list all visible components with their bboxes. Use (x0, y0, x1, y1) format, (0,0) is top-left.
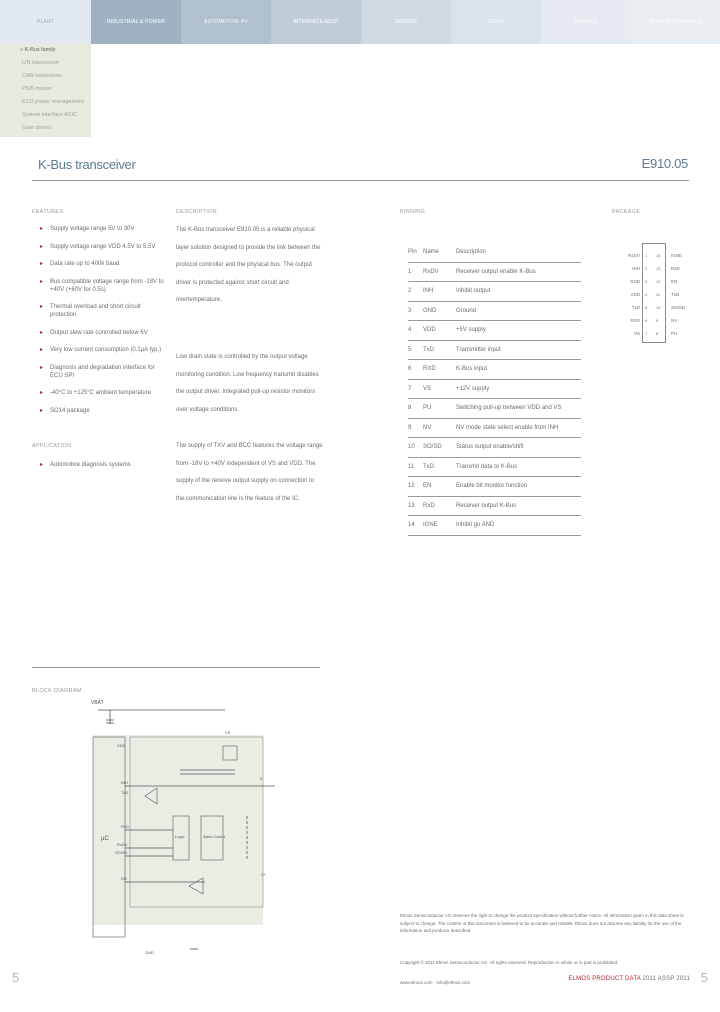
subnav-item[interactable]: ECU power management (22, 99, 84, 105)
nav-tab[interactable]: SENSOR INTERFACE (631, 0, 720, 44)
table-row (408, 321, 581, 341)
page-number-left: 5 (12, 970, 20, 985)
application-item: ▸ Automotive diagnosis systems (38, 461, 168, 469)
subnav-item[interactable]: System interface ASIC (22, 112, 78, 118)
sub-nav (0, 44, 91, 137)
application-heading: APPLICATION (32, 443, 72, 449)
package-right-pin-number: 10 (656, 305, 661, 310)
pin-number-cell: 4 (408, 321, 423, 341)
nav-tab[interactable]: PLANT (0, 0, 91, 44)
nav-tab[interactable]: INDUSTRIAL & POWER (91, 0, 181, 44)
pin-name-cell: SO/SD (423, 438, 456, 458)
table-row (408, 477, 581, 497)
package-heading: PACKAGE (612, 209, 641, 215)
pin-number-cell: 3 (408, 301, 423, 321)
inh-label: INH (121, 780, 128, 785)
feature-item: ▸ Diagnosis and degradation interface for ECU SPI (38, 364, 168, 380)
txd-label: TxD (121, 790, 129, 795)
gnd-label: GND (145, 950, 154, 955)
package-left-pin-number: 7 (645, 331, 648, 336)
package-left-pin-number: 3 (645, 279, 648, 284)
subnav-item[interactable]: PSI5 master (22, 86, 53, 92)
pin-name-cell: VDD (423, 321, 456, 341)
table-row (408, 301, 581, 321)
description-para-3: The supply of TXV and BCC features the voltage range from -18V to +40V independent of VS and VDD. The supply of the receive output supply on connection to the communication line is the feature of the IC. (176, 443, 323, 502)
pin-description-cell: Inhibit output (456, 282, 581, 302)
application-list (38, 461, 168, 479)
pin-number-cell: 14 (408, 516, 423, 536)
package-right-pin-number: 12 (656, 279, 661, 284)
vs-label: VS (225, 730, 231, 735)
table-row (408, 496, 581, 516)
pin-name-cell: RXD (423, 360, 456, 380)
features-heading: FEATURES (32, 209, 64, 215)
en-label: EN (121, 876, 127, 881)
legal-notice: Elmos Semiconductor AG reserves the right to change the product specification without further notice. All information given in this data sheet is subject to change. The content of this document is believed to be accurate and reliable. Elmos does not assume any liability for the use of the information and products described. (400, 913, 684, 933)
table-row (408, 516, 581, 536)
pin-name-cell: RxD (423, 496, 456, 516)
pin-name-cell: GND (423, 301, 456, 321)
feature-item: ▸ Thermal overload and short circuit protection (38, 303, 168, 319)
package-right-pin-number: 8 (656, 331, 659, 336)
subnav-item[interactable]: LIN transceiver (22, 60, 59, 66)
description-para-2: Low drain state is controlled by the output voltage monitoring condition. Low frequency transmit disables the output driver. Integrated pull-up resistor monitors over voltage conditions. (176, 354, 319, 413)
title-divider (32, 180, 689, 181)
package-right-pin-name: TxD (671, 292, 680, 297)
nav-tab[interactable]: INTERFACE ASSP (271, 0, 361, 44)
feature-item: ▸ Very low current consumption (0.1µA typ.) (38, 346, 168, 354)
table-row (408, 282, 581, 302)
feature-item: ▸ Supply voltage range 5V to 30V (38, 225, 168, 233)
status-label: Status Control (203, 835, 226, 839)
pin-description-cell: K-Bus input (456, 360, 581, 380)
vbat-label: VBAT (91, 700, 104, 706)
pinning-header-row (408, 243, 581, 262)
package-right-pin-number: 9 (656, 318, 659, 323)
pin-name-cell: INH (423, 282, 456, 302)
table-row (408, 360, 581, 380)
package-right-pin-number: 13 (656, 266, 661, 271)
package-right-pin-name: EN (671, 279, 678, 284)
pin-number-cell: 1 (408, 262, 423, 282)
vsw-label: V+ (261, 872, 267, 877)
pin-description-cell: Receiver output enable K-Bus (456, 262, 581, 282)
description-column-header: Description (456, 243, 581, 262)
so-sd-label: SO/SD (115, 850, 128, 855)
name-column-header: Name (423, 243, 456, 262)
pin-name-cell: RxDV (423, 262, 456, 282)
package-drawing (618, 243, 698, 343)
feature-item: ▸ -40°C to +125°C ambient temperature (38, 389, 168, 397)
table-row (408, 418, 581, 438)
package-left-pin-name: VS (633, 331, 640, 336)
pin-number-cell: 7 (408, 379, 423, 399)
pin-description-cell: Status output enable/shift (456, 438, 581, 458)
package-left-pin-name: VDD (630, 292, 640, 297)
pin-description-cell: +12V supply (456, 379, 581, 399)
package-left-pin-number: 6 (645, 318, 648, 323)
package-left-pin-number: 5 (645, 305, 648, 310)
microcontroller-label: µC (101, 836, 109, 842)
package-right-pin-name: IGNE (671, 253, 683, 258)
pin-name-cell: TxD (423, 457, 456, 477)
nav-tab[interactable]: LIGHT (451, 0, 541, 44)
copyright-text: Copyright © 2011 Elmos Semiconductor AG. All rights reserved. Reproduction in whole or in part is prohibited. (400, 960, 619, 965)
page-title: K-Bus transceiver (38, 157, 136, 172)
pin-name-cell: TxD (423, 340, 456, 360)
package-left-pin-name: TxD (631, 305, 640, 310)
pin-description-cell: Enable bit monitor function (456, 477, 581, 497)
table-row (408, 399, 581, 419)
nav-tab[interactable]: SERVICE (541, 0, 631, 44)
pin-description-cell: Ground (456, 301, 581, 321)
pin-name-cell: IGNE (423, 516, 456, 536)
vdd-label: VDD (117, 743, 126, 748)
feature-item: ▸ Bus compatible voltage range from -18V to +40V (+60V for 0.5s) (38, 278, 168, 294)
package-right-pin-number: 14 (656, 253, 661, 258)
footer-brand (568, 976, 690, 982)
k-line-label: K (260, 776, 263, 781)
features-list (38, 225, 168, 424)
pin-description-cell: Inhibit go AND (456, 516, 581, 536)
table-row (408, 340, 581, 360)
package-left-pin-name: INH (632, 266, 640, 271)
page-number-right: 5 (700, 970, 708, 985)
package-right-pin-name: NV (671, 318, 678, 323)
table-row (408, 262, 581, 282)
pin-column-header: Pin (408, 243, 423, 262)
pin-description-cell: Receiver output K-Bus (456, 496, 581, 516)
logic-label: Logic (175, 834, 185, 839)
top-nav (0, 0, 720, 44)
block-diagram-divider (32, 667, 320, 668)
table-row (408, 438, 581, 458)
pin-description-cell: NV mode state select enable from INH (456, 418, 581, 438)
pin-number-cell: 6 (408, 360, 423, 380)
pinning-table (408, 243, 581, 536)
table-row (408, 379, 581, 399)
feature-item: ▸ Data rate up to 400k baud (38, 260, 168, 268)
subnav-item[interactable]: » K-Bus family (20, 47, 56, 53)
pin-name-cell: PU (423, 399, 456, 419)
pin-name-cell: NV (423, 418, 456, 438)
pin-number-cell: 9 (408, 418, 423, 438)
feature-item: ▸ SO14 package (38, 407, 168, 415)
footer-date: 2011 ASSP 2011 (642, 976, 690, 982)
website-text: www.elmos.com · info@elmos.com (400, 980, 471, 985)
block-diagram-heading: BLOCK DIAGRAM (32, 688, 82, 694)
package-right-pin-number: 11 (656, 292, 661, 297)
pin-name-cell: EN (423, 477, 456, 497)
pin-number-cell: 8 (408, 399, 423, 419)
pin-number-cell: 10 (408, 438, 423, 458)
subnav-item[interactable]: CAN transceiver (22, 73, 63, 79)
pin-description-cell: Transmit data to K-Bus (456, 457, 581, 477)
nav-tab[interactable]: SENSOR (361, 0, 451, 44)
description-para-1: The K-Bus transceiver E910.05 is a reliable physical layer solution designed to provide the link between the protocol controller and the physical bus. The output driver is protected against short circuit and overtemperature. (176, 227, 321, 303)
part-number: E910.05 (641, 156, 688, 171)
pin-description-cell: Switching pull-up between VDD and VS (456, 399, 581, 419)
table-row (408, 457, 581, 477)
pin-number-cell: 2 (408, 282, 423, 302)
package-left-pin-name: RXD (630, 318, 640, 323)
feature-item: ▸ Supply voltage range VDD 4.5V to 5.5V (38, 243, 168, 251)
feature-item: ▸ Output slew rate controlled below 6V (38, 329, 168, 337)
pin-number-cell: 5 (408, 340, 423, 360)
block-diagram (85, 690, 285, 960)
pin-number-cell: 12 (408, 477, 423, 497)
pinning-heading: PINNING (400, 209, 426, 215)
package-left-pin-name: RxDV (628, 253, 640, 258)
nav-tab[interactable]: AUTOMOTIVE HV (181, 0, 271, 44)
package-right-pin-name: PU (671, 331, 678, 336)
pin-number-cell: 13 (408, 496, 423, 516)
diagram-background (93, 735, 263, 925)
rxd-label: RxD (121, 824, 129, 829)
package-right-pin-name: RxD (671, 266, 680, 271)
package-left-pin-number: 1 (645, 253, 648, 258)
pin-description-cell: Transmitter input (456, 340, 581, 360)
package-left-pin-number: 2 (645, 266, 648, 271)
pin-description-cell: +5V supply (456, 321, 581, 341)
package-left-pin-name: GND (630, 279, 640, 284)
pin-number-cell: 11 (408, 457, 423, 477)
subnav-item[interactable]: Gate drivers (22, 125, 52, 131)
description-heading: DESCRIPTION (176, 209, 217, 215)
pin-name-cell: VS (423, 379, 456, 399)
footer-brand-name: ELMOS PRODUCT DATA (568, 976, 641, 982)
package-left-pin-number: 4 (645, 292, 648, 297)
rxdv-label: RxDV (117, 842, 128, 847)
package-right-pin-name: SO/SD (671, 305, 686, 310)
